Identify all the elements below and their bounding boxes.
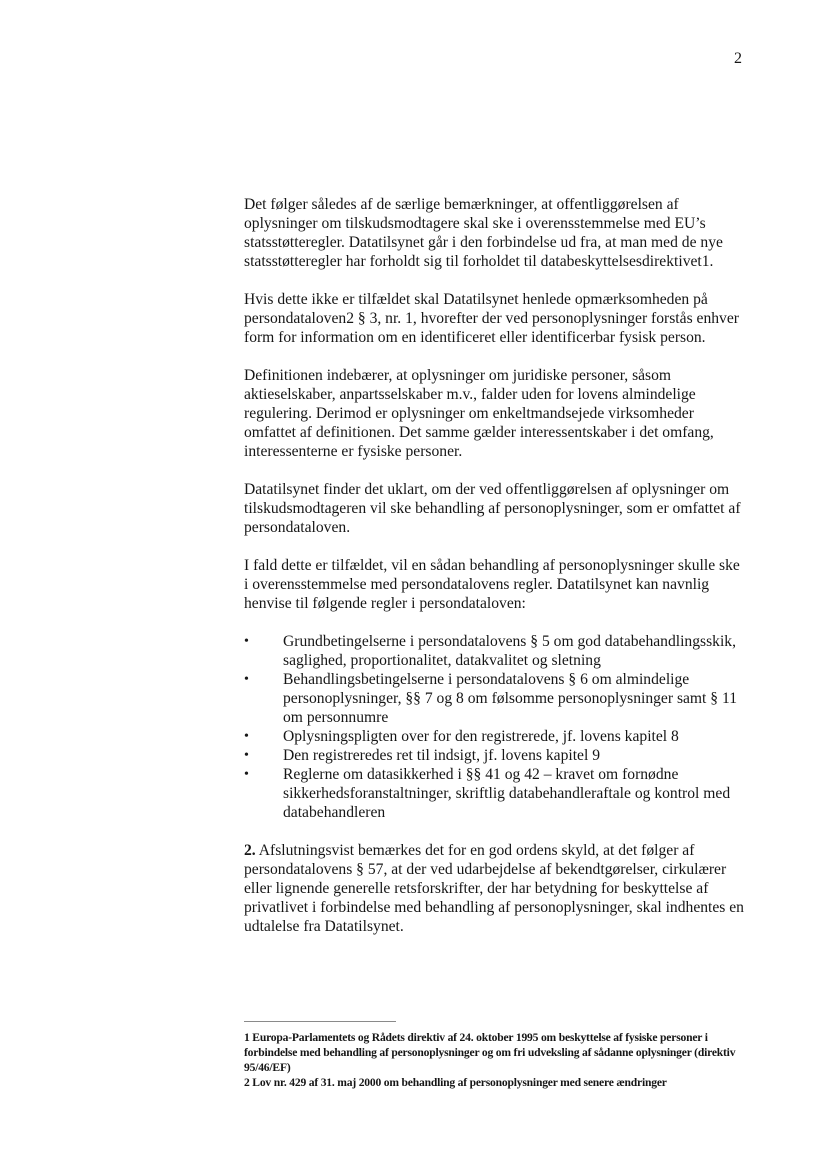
bullet-icon: • [244,634,249,649]
paragraph-unclear-processing: Datatilsynet finder det uklart, om der ved offentliggørelsen af oplysninger om tilskudsmodtageren vil ske behandling af personoplysninger, som er omfattet af persondataloven. [244,481,741,536]
footnote-1: 1 Europa-Parlamentets og Rådets direktiv af 24. oktober 1995 om beskyttelse af fysiske personer i forbindelse med behandling af personoplysninger og om fri udveksling af sådanne oplysninger (direktiv 95/46/EF) [244,1031,736,1074]
list-item [244,765,744,822]
bullet-icon: • [244,748,249,763]
paragraph-rules-intro: I fald dette er tilfældet, vil en sådan behandling af personoplysninger skulle ske i overensstemmelse med persondatalovens regler. Datatilsynet kan navnlig henvise til følgende regler i persondataloven: [244,557,740,612]
footnote-2: 2 Lov nr. 429 af 31. maj 2000 om behandling af personoplysninger med senere ændringer [244,1076,667,1089]
footnote-divider [244,1021,396,1022]
list-item-text: Oplysningspligten over for den registrerede, jf. lovens kapitel 8 [283,728,679,745]
section-2-text: Afslutningsvist bemærkes det for en god ordens skyld, at det følger af persondatalovens § 57, at der ved udarbejdelse af bekendtgørelser, cirkulærer eller lignende generelle retsforskrifter, der har betydning for beskyttelse af privatlivet i forbindelse med behandling af personoplysninger, skal indhentes en udtalelse fra Datatilsynet. [244,842,744,935]
section-number: 2. [244,842,256,859]
list-item-text: Den registreredes ret til indsigt, jf. lovens kapitel 9 [283,747,600,764]
paragraph-eu-state-aid: Det følger således af de særlige bemærkninger, at offentliggørelsen af oplysninger om tilskudsmodtagere skal ske i overensstemmelse med EU’s statsstøtteregler. Datatilsynet går i den forbindelse ud fra, at man med de nye statsstøtteregler har forholdt sig til forholdet til databeskyttelsesdirektivet1. [244,196,723,270]
list-item-text: Grundbetingelserne i persondatalovens § 5 om god databehandlingsskik, saglighed, proportionalitet, datakvalitet og sletning [283,633,736,669]
bullet-icon: • [244,672,249,687]
bullet-icon: • [244,729,249,744]
paragraph-legal-persons: Definitionen indebærer, at oplysninger om juridiske personer, såsom aktieselskaber, anpartsselskaber m.v., falder uden for lovens almindelige regulering. Derimod er oplysninger om enkeltmandsejede virksomheder omfattet af definitionen. Det samme gælder interessentskaber i det omfang, interessenterne er fysiske personer. [244,367,714,460]
section-2-paragraph [244,841,744,936]
rules-list [244,632,744,822]
list-item [244,727,744,746]
list-item-text: Behandlingsbetingelserne i persondatalovens § 6 om almindelige personoplysninger, §§ 7 og 8 om følsomme personoplysninger samt § 11 om personnumre [283,671,737,726]
bullet-icon: • [244,767,249,782]
list-item [244,746,744,765]
list-item [244,632,744,670]
footnotes [244,1030,744,1090]
letter-body [244,195,744,936]
page-number: 2 [734,50,742,67]
list-item-text: Reglerne om datasikkerhed i §§ 41 og 42 – kravet om fornødne sikkerhedsforanstaltninger, skriftlig databehandleraftale og kontrol med databehandleren [283,766,731,821]
list-item [244,670,744,727]
paragraph-personal-data-definition: Hvis dette ikke er tilfældet skal Datatilsynet henlede opmærksomheden på persondataloven2 § 3, nr. 1, hvorefter der ved personoplysninger forstås enhver form for information om en identificeret eller identificerbar fysisk person. [244,291,739,346]
